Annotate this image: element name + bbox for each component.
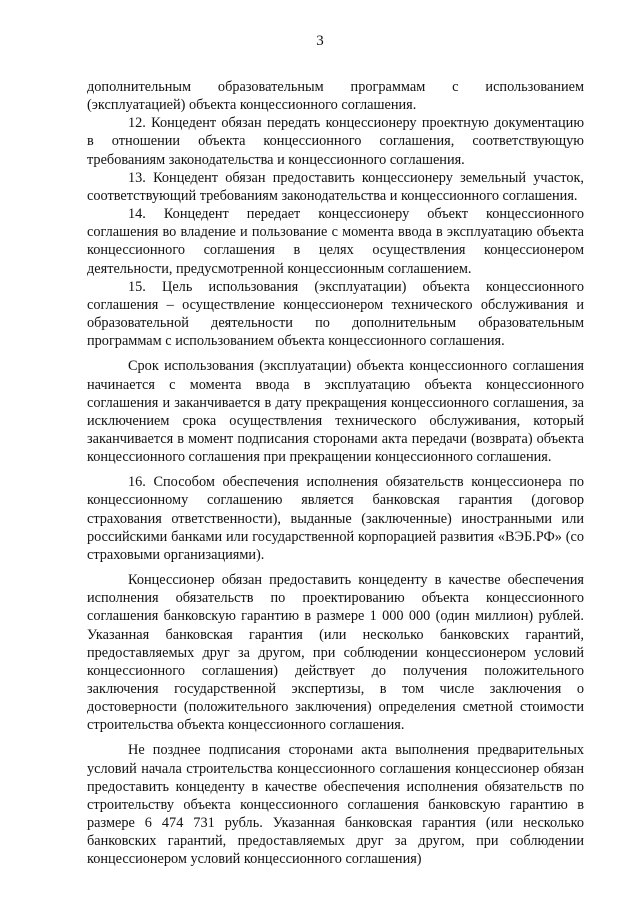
paragraph-item-14: 14. Концедент передает концессионеру объект концессионного соглашения во владение и пользование с момента ввода в эксплуатацию объекта концессионного соглашения в целях осуществления концессионером деятельности, предусмотренной концессионным соглашением. (87, 206, 584, 277)
document-body (87, 78, 584, 869)
paragraph-item-15: 15. Цель использования (эксплуатации) объекта концессионного соглашения – осуществление концессионером технического обслуживания и образовательной деятельности по дополнительным образовательным программам с использованием объекта концессионного соглашения. (87, 278, 584, 350)
paragraph-construction-guarantee: Не позднее подписания сторонами акта выполнения предварительных условий начала строительства концессионного соглашения концессионер обязан предоставить концеденту в качестве обеспечения исполнения обязательств по строительству объекта концессионного соглашения банковскую гарантию в размере 6 474 731 рубль. Указанная банковская гарантия (или несколько банковских гарантий, предоставляемых друг за другом, при соблюдении концессионером условий концессионного соглашения) (87, 742, 584, 868)
paragraph-item-16: 16. Способом обеспечения исполнения обязательств концессионера по концессионному соглашению является банковская гарантия (договор страхования ответственности), выданные (заключенные) иностранными или российскими банками или государственной корпорацией развития «ВЭБ.РФ» (со страховыми организациями). (87, 474, 584, 563)
paragraph-item-12: 12. Концедент обязан передать концессионеру проектную документацию в отношении объекта концессионного соглашения, соответствующую требованиям законодательства и концессионного соглашения. (87, 115, 584, 168)
paragraph-design-guarantee: Концессионер обязан предоставить концеденту в качестве обеспечения исполнения обязательств по проектированию объекта концессионного соглашения банковскую гарантию в размере 1 000 000 (один миллион) рублей. Указанная банковская гарантия (или несколько банковских гарантий, предоставляемых друг за другом, при соблюдении концессионером условий концессионного соглашения) действует до получения положительного заключения государственной экспертизы, в том числе заключения о достоверности (положительного заключения) определения сметной стоимости строительства объекта концессионного соглашения. (87, 572, 584, 734)
paragraph-item-13: 13. Концедент обязан предоставить концессионеру земельный участок, соответствующий требованиям законодательства и концессионного соглашения. (87, 169, 584, 204)
paragraph-continuation: дополнительным образовательным программам с использованием (эксплуатацией) объекта концессионного соглашения. (87, 79, 584, 114)
page-number: 3 (316, 33, 324, 49)
paragraph-usage-term: Срок использования (эксплуатации) объекта концессионного соглашения начинается с момента ввода в эксплуатацию объекта концессионного соглашения и заканчивается в дату прекращения концессионного соглашения, за исключением срока осуществления технического обслуживания, который заканчивается в момент подписания сторонами акта передачи (возврата) объекта концессионного соглашения при прекращении концессионного соглашения. (87, 358, 584, 466)
